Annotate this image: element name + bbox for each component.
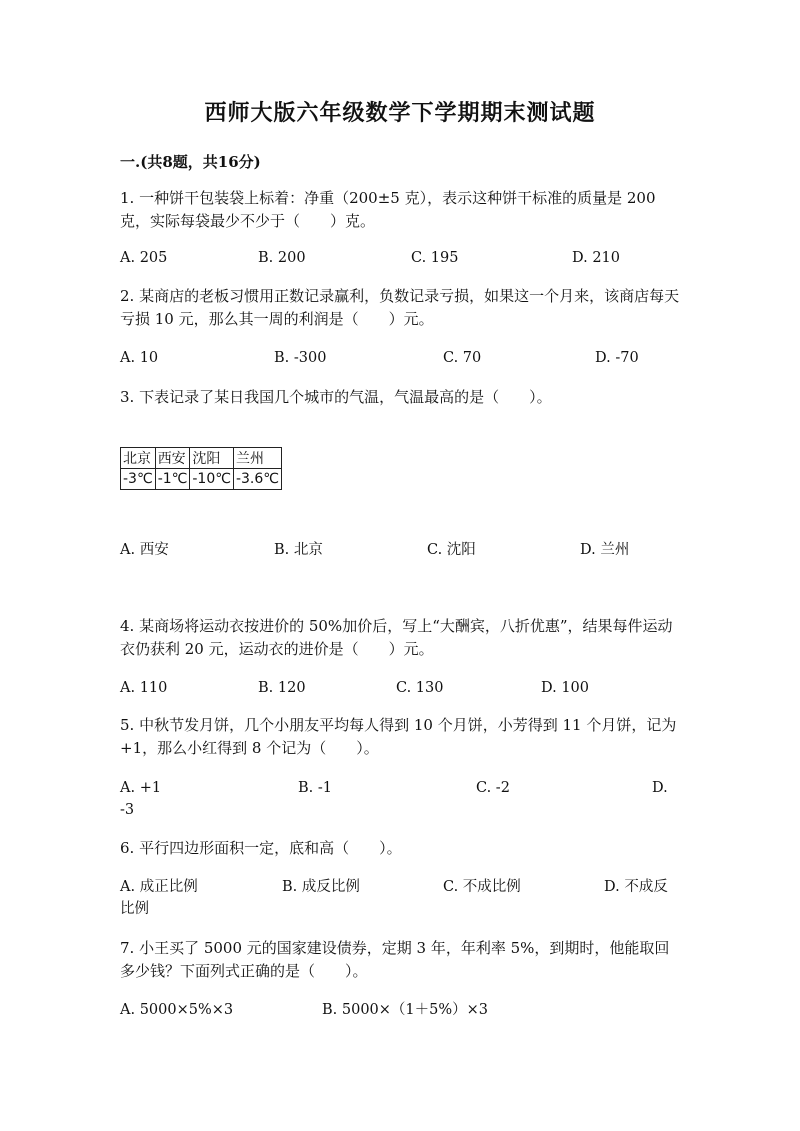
question-6-text: 6. 平行四边形面积一定，底和高（ ）。 bbox=[120, 839, 402, 857]
q2-option-c: C. 70 bbox=[443, 350, 482, 366]
question-1-text: 1. 一种饼干包装袋上标着：净重（200±5 克），表示这种饼干标准的质量是 200 克，实际每袋最少不少于（ ）克。 bbox=[120, 189, 656, 230]
q5-option-b: B. -1 bbox=[298, 780, 332, 796]
q2-option-b: B. -300 bbox=[274, 350, 327, 366]
table-cell-city: 兰州 bbox=[233, 448, 281, 469]
q4-option-c: C. 130 bbox=[396, 680, 444, 696]
q2-option-a: A. 10 bbox=[120, 350, 159, 366]
q3-option-a: A. 西安 bbox=[120, 542, 169, 558]
question-3-text: 3. 下表记录了某日我国几个城市的气温，气温最高的是（ ）。 bbox=[120, 388, 552, 406]
q2-option-d: D. -70 bbox=[595, 350, 639, 366]
q3-option-b: B. 北京 bbox=[274, 542, 323, 558]
q6-option-a: A. 成正比例 bbox=[120, 879, 198, 895]
table-cell-temp: -1℃ bbox=[155, 469, 190, 490]
q3-option-d: D. 兰州 bbox=[580, 542, 630, 558]
q7-option-b: B. 5000×（1＋5%）×3 bbox=[322, 1002, 489, 1018]
q5-option-c: C. -2 bbox=[476, 780, 510, 796]
table-cell-city: 沈阳 bbox=[190, 448, 234, 469]
question-2-text: 2. 某商店的老板习惯用正数记录赢利，负数记录亏损，如果这一个月来，该商店每天亏损 10 元，那么其一周的利润是（ ）元。 bbox=[120, 287, 680, 328]
q1-option-d: D. 210 bbox=[572, 250, 621, 266]
table-cell-temp: -3℃ bbox=[121, 469, 156, 490]
question-5-text: 5. 中秋节发月饼，几个小朋友平均每人得到 10 个月饼，小芳得到 11 个月饼，记为+1，那么小红得到 8 个记为（ ）。 bbox=[120, 716, 677, 757]
temperature-table bbox=[120, 447, 282, 490]
question-4-text: 4. 某商场将运动衣按进价的 50%加价后，写上“大酬宾，八折优惠”，结果每件运动衣仍获利 20 元，运动衣的进价是（ ）元。 bbox=[120, 617, 673, 658]
q1-option-b: B. 200 bbox=[258, 250, 306, 266]
table-row-temps bbox=[121, 469, 282, 490]
q1-option-c: C. 195 bbox=[411, 250, 459, 266]
question-7-text: 7. 小王买了 5000 元的国家建设债券，定期 3 年，年利率 5%，到期时，他能取回多少钱？下面列式正确的是（ ）。 bbox=[120, 939, 670, 980]
table-cell-city: 西安 bbox=[155, 448, 190, 469]
q5-option-a: A. +1 bbox=[120, 780, 162, 796]
q6-option-d: D. 不成反比例 bbox=[120, 879, 668, 917]
q3-option-c: C. 沈阳 bbox=[427, 542, 476, 558]
table-cell-city: 北京 bbox=[121, 448, 156, 469]
q4-option-a: A. 110 bbox=[120, 680, 168, 696]
table-cell-temp: -3.6℃ bbox=[233, 469, 281, 490]
table-cell-temp: -10℃ bbox=[190, 469, 234, 490]
q4-option-b: B. 120 bbox=[258, 680, 306, 696]
q6-option-c: C. 不成比例 bbox=[443, 879, 521, 895]
page-title: 西师大版六年级数学下学期期末测试题 bbox=[204, 100, 596, 126]
q4-option-d: D. 100 bbox=[541, 680, 590, 696]
q6-option-b: B. 成反比例 bbox=[282, 879, 360, 895]
q5-option-d: D. -3 bbox=[120, 780, 668, 818]
q1-option-a: A. 205 bbox=[120, 250, 168, 266]
q7-option-a: A. 5000×5%×3 bbox=[120, 1002, 234, 1018]
table-row-cities bbox=[121, 448, 282, 469]
section-heading: 一.(共8题，共16分) bbox=[120, 153, 261, 171]
